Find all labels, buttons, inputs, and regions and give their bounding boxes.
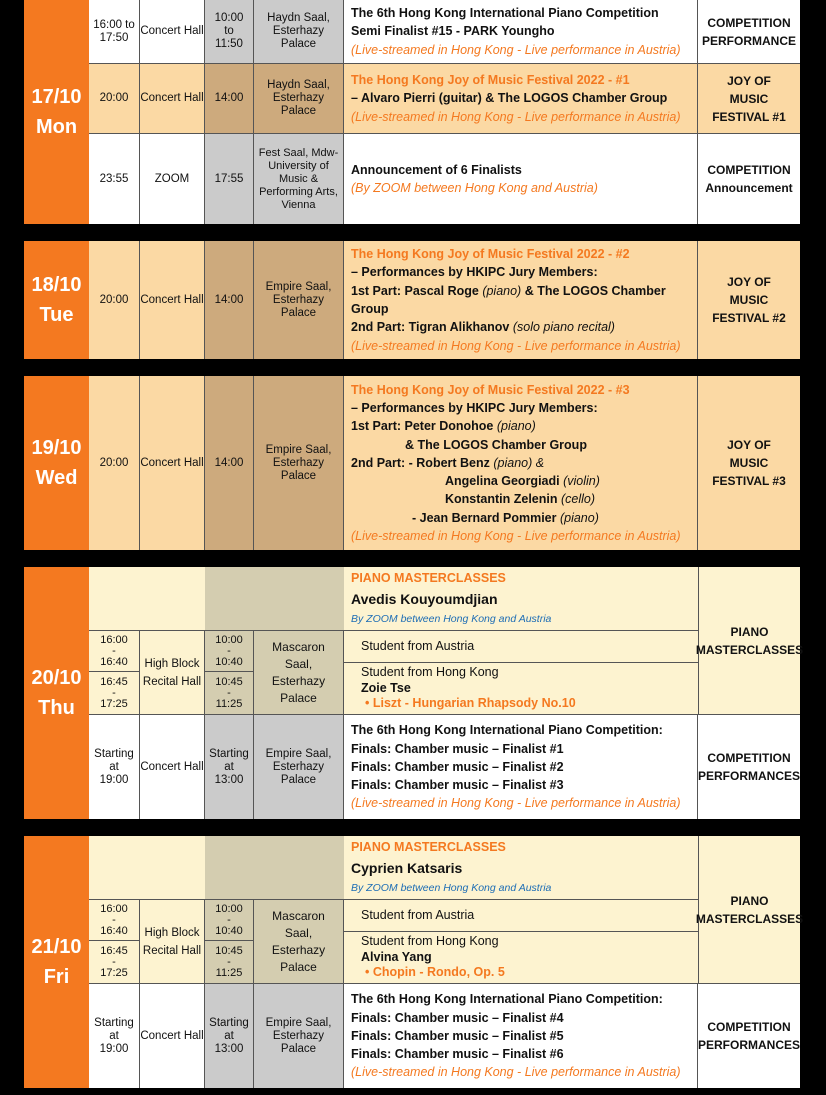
event-title: The 6th Hong Kong International Piano Competition:	[351, 992, 663, 1007]
event-performer: – Alvaro Pierri (guitar) & The LOGOS Chamber Group	[351, 91, 668, 106]
event-note: (Live-streamed in Hong Kong - Live performance in Austria)	[351, 42, 681, 57]
weekday: Mon	[35, 116, 78, 138]
day-block-fri	[24, 836, 804, 1088]
hk-venue: Concert Hall	[140, 376, 205, 550]
hk-time: 23:55	[89, 134, 140, 224]
event-subtitle: – Performances by HKIPC Jury Members:	[351, 400, 598, 415]
event-title: The Hong Kong Joy of Music Festival 2022 - #3	[351, 382, 630, 397]
hk-venue: Concert Hall	[140, 64, 205, 133]
austria-venue: Haydn Saal, Esterhazy Palace	[254, 64, 344, 133]
event-title: The Hong Kong Joy of Music Festival 2022 - #1	[351, 73, 630, 88]
schedule-row	[89, 134, 800, 224]
event-note: (Live-streamed in Hong Kong - Live performance in Austria)	[351, 1065, 681, 1080]
day-block-tue	[24, 241, 800, 359]
event-title: The 6th Hong Kong International Piano Competition:	[351, 723, 663, 738]
date: 18/10	[31, 274, 82, 296]
event-type: JOY OF MUSIC FESTIVAL #2	[712, 275, 786, 325]
austria-time-slot: 10:45 - 11:25	[205, 941, 254, 983]
masterclass-header	[351, 567, 691, 630]
hk-time-slot: 16:45 - 17:25	[89, 672, 140, 714]
finals-item: Finals: Chamber music – Finalist #5	[351, 1028, 564, 1043]
hk-time: Starting at 19:00	[89, 984, 140, 1088]
student-hong-kong: Student from Hong Kong Zoie Tse • Liszt - Hungarian Rhapsody No.10	[361, 665, 576, 711]
event-title: The Hong Kong Joy of Music Festival 2022 - #2	[351, 247, 630, 262]
event-part-1-group: & The LOGOS Chamber Group	[405, 437, 587, 452]
masterclass-teacher: Cyprien Katsaris	[351, 860, 463, 876]
hk-time-slot: 16:45 - 17:25	[89, 941, 140, 983]
austria-venue: Mascaron Saal, Esterhazy Palace	[254, 631, 344, 714]
performer: Konstantin Zelenin (cello)	[445, 492, 596, 507]
austria-venue: Empire Saal, Esterhazy Palace	[254, 241, 344, 359]
austria-venue: Fest Saal, Mdw-University of Music & Performing Arts, Vienna	[254, 134, 344, 224]
date-cell	[24, 567, 89, 819]
masterclass-header	[351, 836, 691, 899]
austria-venue: Haydn Saal, Esterhazy Palace	[254, 0, 344, 63]
finals-item: Finals: Chamber music – Finalist #3	[351, 778, 564, 793]
austria-time: 14:00	[205, 376, 254, 550]
schedule-row	[89, 715, 800, 819]
austria-time: 14:00	[205, 64, 254, 133]
student-austria: Student from Austria	[344, 900, 698, 932]
event-type: JOY OF MUSIC FESTIVAL #3	[712, 438, 786, 488]
weekday: Thu	[38, 697, 75, 719]
event-type: COMPETITION PERFORMANCES	[698, 1020, 801, 1052]
date: 19/10	[31, 437, 82, 459]
weekday: Fri	[43, 966, 70, 988]
hk-time-slot: 16:00 - 16:40	[89, 631, 140, 672]
masterclass-blank	[205, 567, 344, 630]
austria-time: 10:00 to 11:50	[205, 0, 254, 63]
event-type: PIANO MASTERCLASSES	[698, 567, 800, 714]
event-note: (Live-streamed in Hong Kong - Live performance in Austria)	[351, 796, 681, 811]
event-details	[344, 134, 698, 224]
date-cell	[24, 836, 89, 1088]
event-type: COMPETITION PERFORMANCES	[698, 751, 801, 783]
performer: Angelina Georgiadi (violin)	[445, 474, 600, 489]
event-details	[344, 984, 698, 1088]
day-block-wed	[24, 376, 800, 550]
austria-venue: Mascaron Saal, Esterhazy Palace	[254, 900, 344, 983]
event-details	[344, 715, 698, 819]
day-block-mon	[24, 0, 800, 224]
event-type: JOY OF MUSIC FESTIVAL #1	[712, 73, 786, 124]
masterclass-section	[89, 836, 804, 983]
hk-time-slot: 16:00 - 16:40	[89, 900, 140, 941]
schedule-row	[89, 241, 800, 359]
schedule-row	[89, 64, 800, 133]
austria-time: 17:55	[205, 134, 254, 224]
finals-item: Finals: Chamber music – Finalist #1	[351, 741, 564, 756]
event-type: COMPETITION PERFORMANCE	[701, 15, 796, 48]
finals-item: Finals: Chamber music – Finalist #6	[351, 1047, 564, 1062]
masterclass-blank	[89, 836, 205, 899]
austria-venue: Empire Saal, Esterhazy Palace	[254, 984, 344, 1088]
hk-venue: High Block Recital Hall	[140, 631, 205, 714]
hk-venue: Concert Hall	[140, 0, 205, 63]
event-part-2: 2nd Part: Tigran Alikhanov (solo piano recital)	[351, 320, 615, 335]
hk-venue: ZOOM	[140, 134, 205, 224]
austria-time: Starting at 13:00	[205, 715, 254, 819]
masterclass-note: By ZOOM between Hong Kong and Austria	[351, 882, 552, 894]
hk-time: Starting at 19:00	[89, 715, 140, 819]
event-part-2: 2nd Part: - Robert Benz (piano) &	[351, 455, 545, 470]
event-details	[344, 376, 698, 550]
event-part-1: 1st Part: Pascal Roge (piano) & The LOGOS Chamber Group	[351, 283, 666, 316]
hk-venue: Concert Hall	[140, 715, 205, 819]
austria-time-slot: 10:00 - 10:40	[205, 631, 254, 672]
weekday: Wed	[35, 467, 78, 489]
austria-time-slot: 10:00 - 10:40	[205, 900, 254, 941]
masterclass-label: PIANO MASTERCLASSES	[351, 840, 506, 854]
schedule-row	[89, 0, 800, 63]
austria-venue: Empire Saal, Esterhazy Palace	[254, 715, 344, 819]
masterclass-label: PIANO MASTERCLASSES	[351, 571, 506, 585]
student-hong-kong: Student from Hong Kong Alvina Yang • Chopin - Rondo, Op. 5	[361, 934, 505, 980]
date: 20/10	[31, 667, 82, 689]
student-austria: Student from Austria	[344, 631, 698, 663]
hk-time: 20:00	[89, 64, 140, 133]
event-part-1: 1st Part: Peter Donohoe (piano)	[351, 419, 536, 434]
masterclass-blank	[89, 567, 205, 630]
event-note: (By ZOOM between Hong Kong and Austria)	[351, 181, 598, 195]
event-title: The 6th Hong Kong International Piano Competition	[351, 6, 659, 21]
event-note: (Live-streamed in Hong Kong - Live performance in Austria)	[351, 529, 681, 544]
date-cell	[24, 241, 89, 359]
event-type: PIANO MASTERCLASSES	[698, 836, 800, 983]
date-cell	[24, 376, 89, 550]
masterclass-note: By ZOOM between Hong Kong and Austria	[351, 613, 552, 625]
schedule-row	[89, 376, 800, 550]
date: 21/10	[31, 936, 82, 958]
finals-item: Finals: Chamber music – Finalist #2	[351, 759, 564, 774]
hk-time: 20:00	[89, 376, 140, 550]
event-note: (Live-streamed in Hong Kong - Live performance in Austria)	[351, 338, 681, 353]
hk-venue: High Block Recital Hall	[140, 900, 205, 983]
austria-time: Starting at 13:00	[205, 984, 254, 1088]
event-title: Announcement of 6 Finalists	[351, 162, 522, 177]
event-type: COMPETITION Announcement	[705, 163, 793, 195]
event-details	[344, 0, 698, 63]
hk-time: 16:00 to 17:50	[89, 0, 140, 63]
austria-time: 14:00	[205, 241, 254, 359]
performer: - Jean Bernard Pommier (piano)	[412, 510, 599, 525]
event-details	[344, 64, 698, 133]
event-note: (Live-streamed in Hong Kong - Live performance in Austria)	[351, 109, 681, 124]
event-details	[344, 241, 698, 359]
day-block-thu	[24, 567, 804, 819]
weekday: Tue	[39, 304, 74, 326]
hk-venue: Concert Hall	[140, 241, 205, 359]
date-cell	[24, 0, 89, 224]
finals-item: Finals: Chamber music – Finalist #4	[351, 1010, 564, 1025]
event-subtitle: – Performances by HKIPC Jury Members:	[351, 265, 598, 280]
event-performer: Semi Finalist #15 - PARK Youngho	[351, 24, 555, 39]
masterclass-section	[89, 567, 804, 714]
austria-venue: Empire Saal, Esterhazy Palace	[254, 376, 344, 550]
austria-time-slot: 10:45 - 11:25	[205, 672, 254, 714]
masterclass-teacher: Avedis Kouyoumdjian	[351, 591, 498, 607]
schedule-row	[89, 984, 800, 1088]
hk-time: 20:00	[89, 241, 140, 359]
hk-venue: Concert Hall	[140, 984, 205, 1088]
masterclass-blank	[205, 836, 344, 899]
date: 17/10	[31, 86, 82, 108]
